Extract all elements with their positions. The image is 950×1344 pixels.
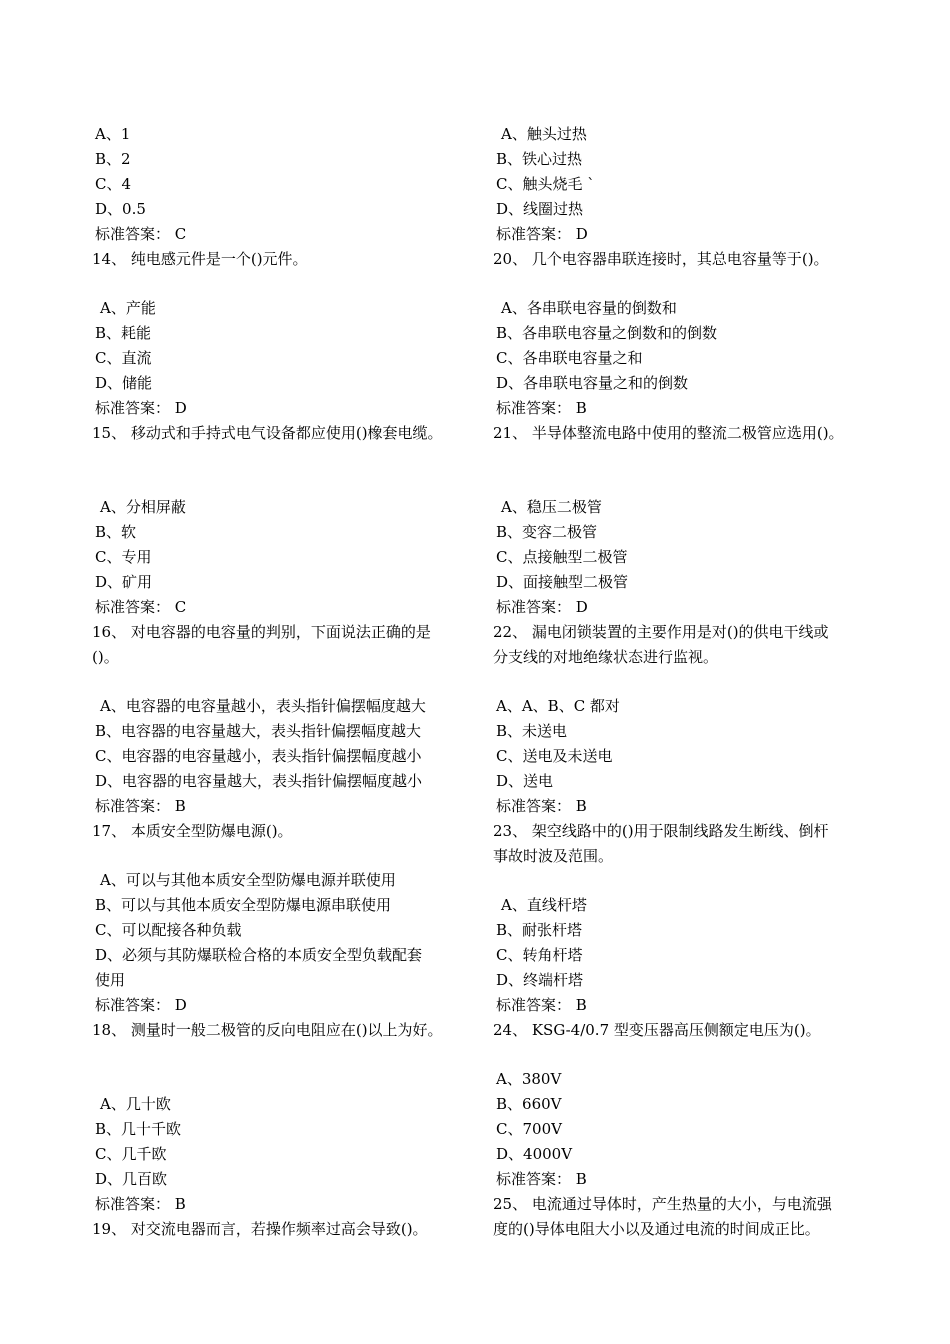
standard-answer: 标准答案： B bbox=[496, 797, 587, 815]
question-text: 24、 KSG-4/0.7 型变压器高压侧额定电压为()。 bbox=[493, 1021, 821, 1039]
standard-answer: 标准答案： B bbox=[496, 399, 587, 417]
answer-option: A、几十欧 bbox=[100, 1095, 171, 1113]
answer-option: D、几百欧 bbox=[95, 1170, 168, 1188]
question-text: 18、 测量时一般二极管的反向电阻应在()以上为好。 bbox=[92, 1021, 443, 1039]
question-text: 17、 本质安全型防爆电源()。 bbox=[92, 822, 293, 840]
answer-option: A、各串联电容量的倒数和 bbox=[501, 299, 677, 317]
answer-option: A、可以与其他本质安全型防爆电源并联使用 bbox=[100, 871, 396, 889]
question-text: 22、 漏电闭锁装置的主要作用是对()的供电干线或 bbox=[493, 623, 829, 641]
standard-answer: 标准答案： B bbox=[496, 996, 587, 1014]
question-text: 20、 几个电容器串联连接时，其总电容量等于()。 bbox=[493, 250, 829, 268]
answer-option: A、380V bbox=[496, 1070, 562, 1088]
answer-option: C、700V bbox=[496, 1120, 562, 1138]
answer-option: B、几十千欧 bbox=[95, 1120, 182, 1138]
answer-option: C、4 bbox=[95, 175, 132, 193]
answer-option: B、铁心过热 bbox=[496, 150, 583, 168]
standard-answer: 标准答案： B bbox=[95, 1195, 186, 1213]
standard-answer: 标准答案： D bbox=[496, 598, 588, 616]
answer-option: C、电容器的电容量越小，表头指针偏摆幅度越小 bbox=[95, 747, 422, 765]
answer-option: B、660V bbox=[496, 1095, 562, 1113]
answer-option: A、1 bbox=[95, 125, 131, 143]
answer-option: C、转角杆塔 bbox=[496, 946, 583, 964]
answer-option: B、变容二极管 bbox=[496, 523, 598, 541]
answer-option: A、稳压二极管 bbox=[501, 498, 602, 516]
answer-option: C、触头烧毛 ` bbox=[496, 175, 595, 193]
answer-option: C、可以配接各种负载 bbox=[95, 921, 242, 939]
answer-option: D、储能 bbox=[95, 374, 153, 392]
answer-option: B、2 bbox=[95, 150, 131, 168]
answer-option: A、直线杆塔 bbox=[501, 896, 587, 914]
answer-option: B、软 bbox=[95, 523, 137, 541]
answer-option: B、可以与其他本质安全型防爆电源串联使用 bbox=[95, 896, 392, 914]
answer-option: 使用 bbox=[95, 971, 126, 989]
question-text: 25、 电流通过导体时，产生热量的大小，与电流强 bbox=[493, 1195, 832, 1213]
question-text: 事故时波及范围。 bbox=[493, 847, 614, 865]
question-text: 19、 对交流电器而言，若操作频率过高会导致()。 bbox=[92, 1220, 428, 1238]
question-text: 21、 半导体整流电路中使用的整流二极管应选用()。 bbox=[493, 424, 844, 442]
answer-option: C、直流 bbox=[95, 349, 152, 367]
question-text: ()。 bbox=[92, 648, 119, 666]
answer-option: B、未送电 bbox=[496, 722, 568, 740]
answer-option: D、终端杆塔 bbox=[496, 971, 584, 989]
answer-option: D、0.5 bbox=[95, 200, 146, 218]
standard-answer: 标准答案： D bbox=[496, 225, 588, 243]
answer-option: C、几千欧 bbox=[95, 1145, 167, 1163]
answer-option: D、线圈过热 bbox=[496, 200, 584, 218]
question-text: 16、 对电容器的电容量的判别，下面说法正确的是 bbox=[92, 623, 431, 641]
answer-option: C、各串联电容量之和 bbox=[496, 349, 643, 367]
answer-option: B、耗能 bbox=[95, 324, 152, 342]
question-text: 度的()导体电阻大小以及通过电流的时间成正比。 bbox=[493, 1220, 820, 1238]
standard-answer: 标准答案： C bbox=[95, 225, 187, 243]
answer-option: A、电容器的电容量越小，表头指针偏摆幅度越大 bbox=[100, 697, 426, 715]
answer-option: D、各串联电容量之和的倒数 bbox=[496, 374, 689, 392]
answer-option: A、分相屏蔽 bbox=[100, 498, 186, 516]
answer-option: C、送电及未送电 bbox=[496, 747, 613, 765]
answer-option: B、耐张杆塔 bbox=[496, 921, 583, 939]
answer-option: D、电容器的电容量越大，表头指针偏摆幅度越小 bbox=[95, 772, 423, 790]
answer-option: B、电容器的电容量越大，表头指针偏摆幅度越大 bbox=[95, 722, 422, 740]
question-text: 15、 移动式和手持式电气设备都应使用()橡套电缆。 bbox=[92, 424, 443, 442]
answer-option: A、A、B、C 都对 bbox=[496, 697, 620, 715]
answer-option: C、专用 bbox=[95, 548, 152, 566]
question-text: 14、 纯电感元件是一个()元件。 bbox=[92, 250, 308, 268]
answer-option: B、各串联电容量之倒数和的倒数 bbox=[496, 324, 718, 342]
standard-answer: 标准答案： C bbox=[95, 598, 187, 616]
answer-option: C、点接触型二极管 bbox=[496, 548, 628, 566]
answer-option: D、矿用 bbox=[95, 573, 153, 591]
answer-option: D、4000V bbox=[496, 1145, 573, 1163]
standard-answer: 标准答案： D bbox=[95, 399, 187, 417]
answer-option: A、产能 bbox=[100, 299, 156, 317]
answer-option: D、送电 bbox=[496, 772, 554, 790]
standard-answer: 标准答案： B bbox=[496, 1170, 587, 1188]
question-text: 23、 架空线路中的()用于限制线路发生断线、倒杆 bbox=[493, 822, 829, 840]
standard-answer: 标准答案： B bbox=[95, 797, 186, 815]
answer-option: A、触头过热 bbox=[501, 125, 587, 143]
question-text: 分支线的对地绝缘状态进行监视。 bbox=[493, 648, 719, 666]
answer-option: D、必须与其防爆联检合格的本质安全型负载配套 bbox=[95, 946, 423, 964]
standard-answer: 标准答案： D bbox=[95, 996, 187, 1014]
answer-option: D、面接触型二极管 bbox=[496, 573, 629, 591]
